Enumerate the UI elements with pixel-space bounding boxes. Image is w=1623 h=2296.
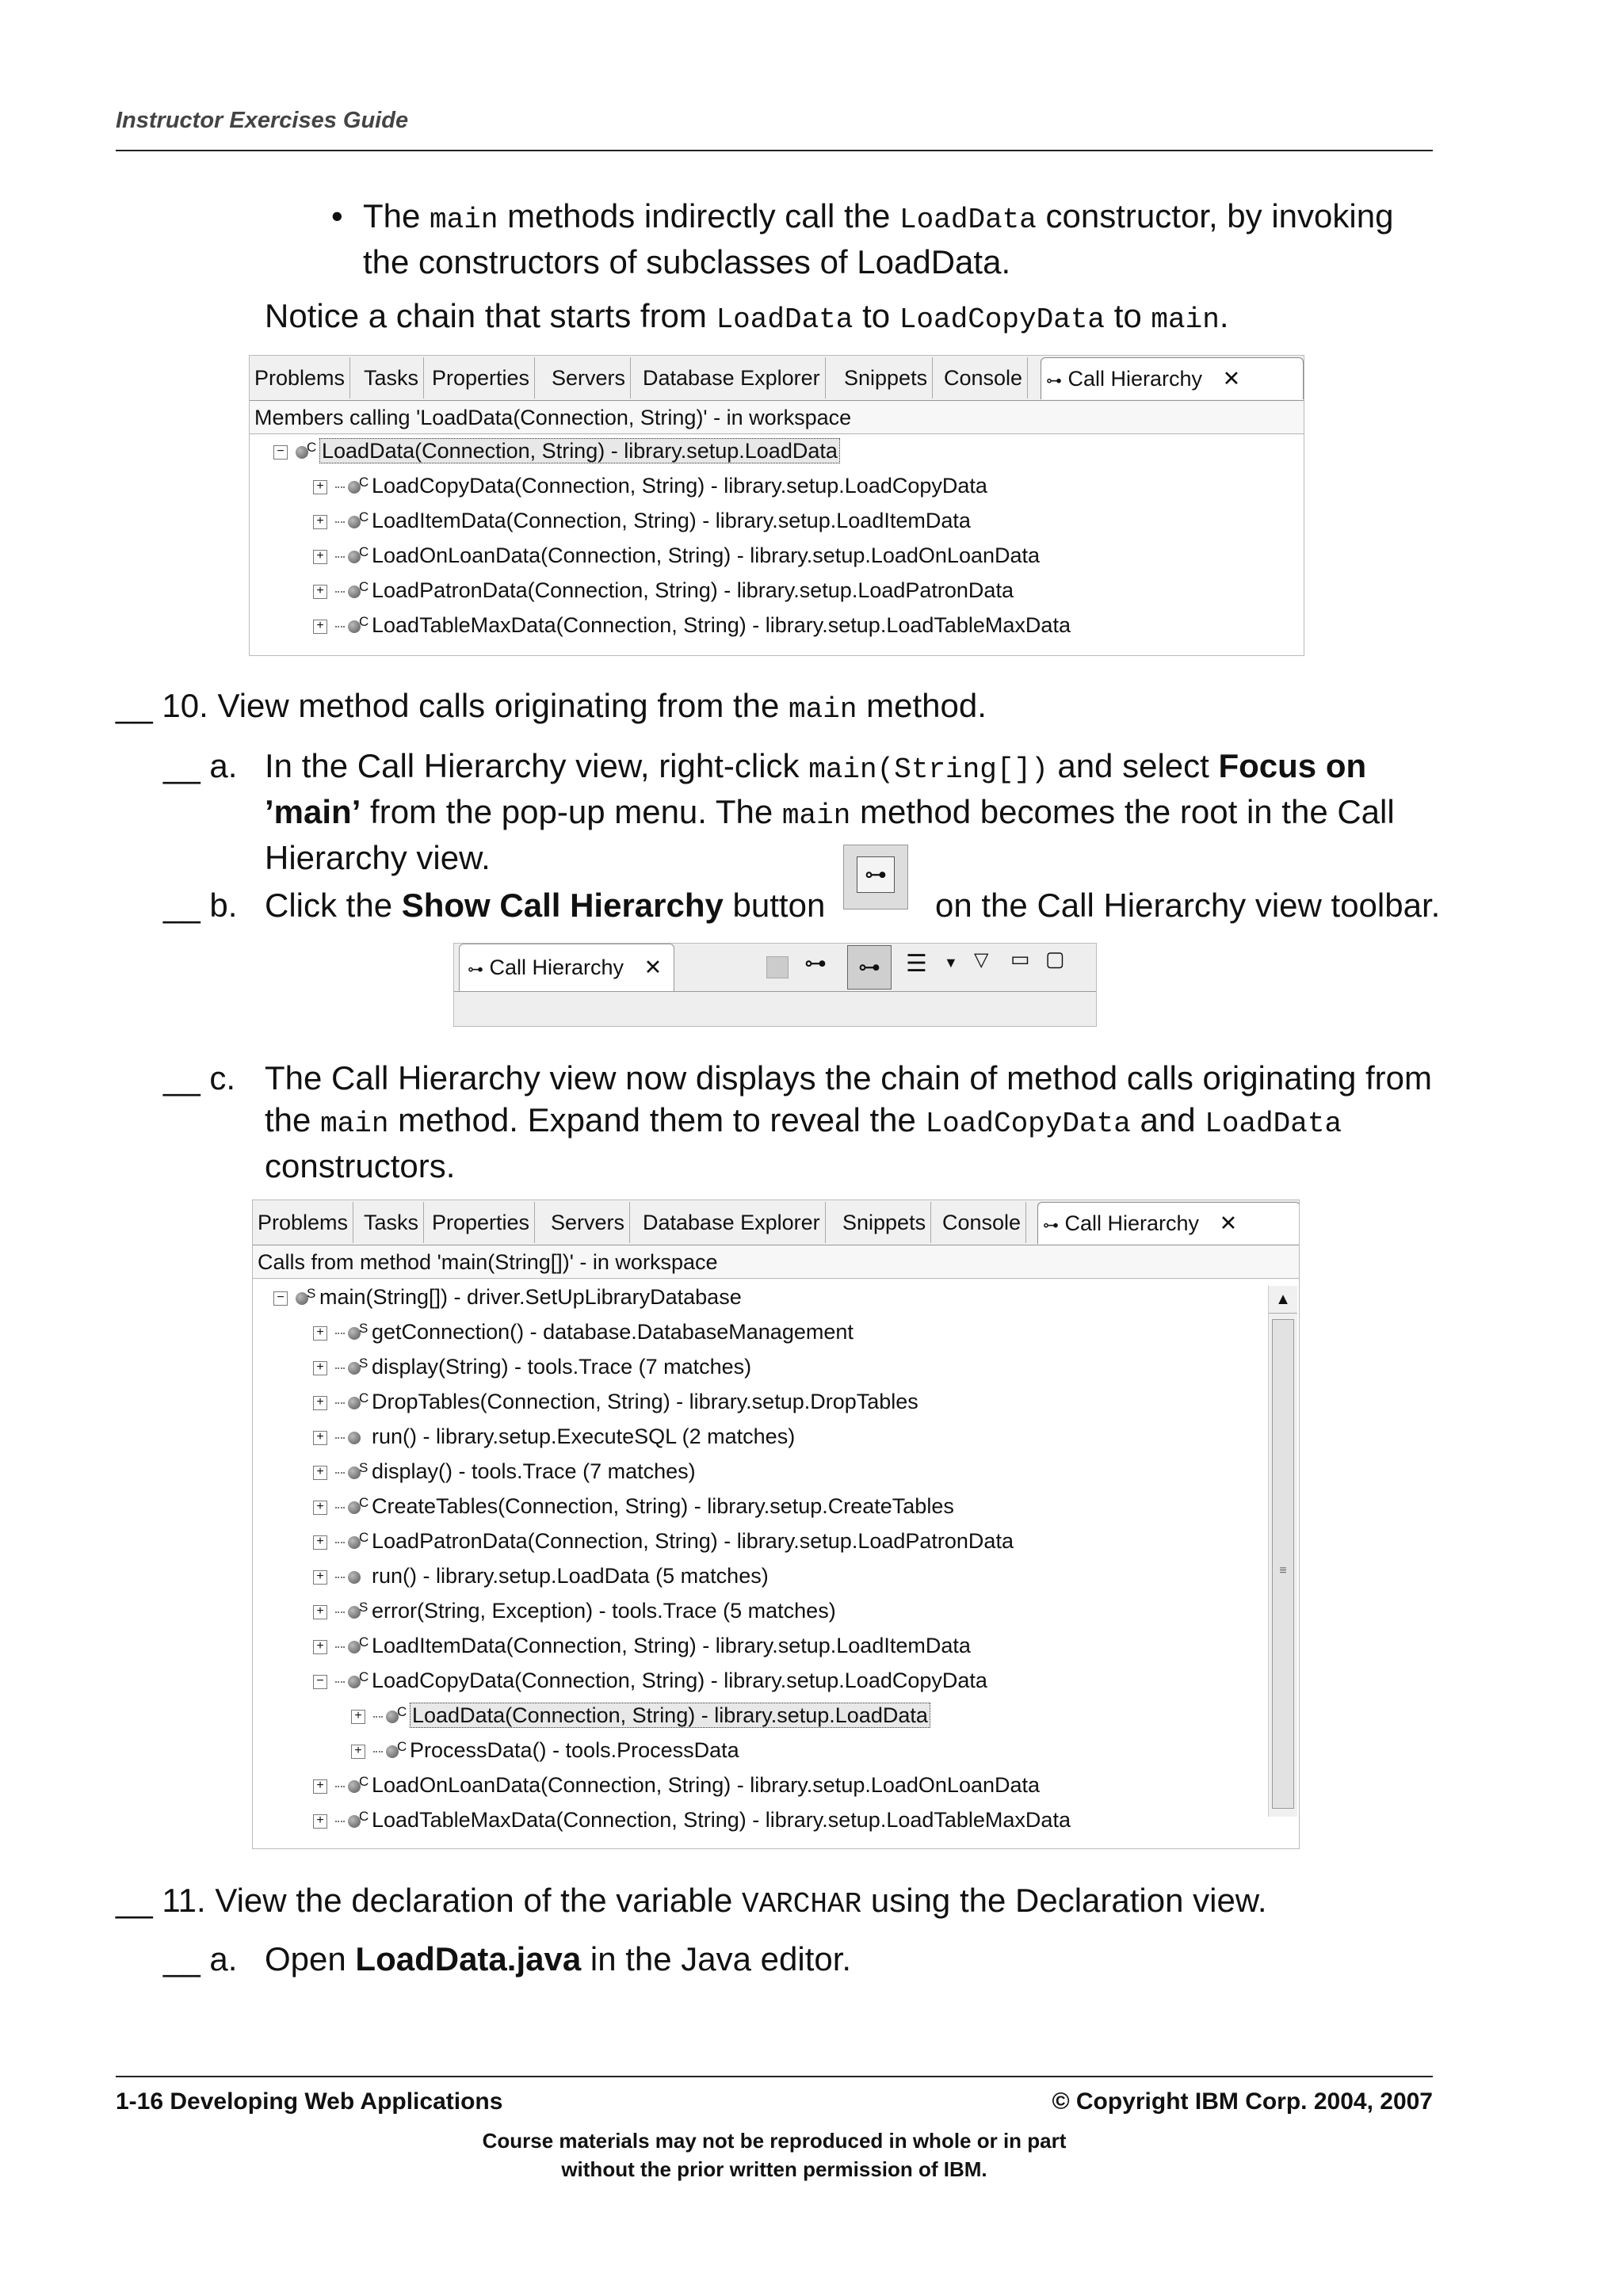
- tree-item-label: LoadData(Connection, String) - library.setup.LoadData: [319, 438, 840, 463]
- tree-item-label: LoadTableMaxData(Connection, String) - library.setup.LoadTableMaxData: [372, 1808, 1071, 1832]
- expand-icon[interactable]: +: [313, 1501, 327, 1515]
- tree-item[interactable]: [313, 1630, 971, 1661]
- header-rule: [116, 150, 1433, 151]
- footer-notice: Course materials may not be reproduced in whole or in part without the prior written permission of IBM.: [482, 2129, 1067, 2181]
- expand-icon[interactable]: +: [313, 1466, 327, 1480]
- constructor-icon: C: [348, 1780, 361, 1793]
- tree-item-label: display(String) - tools.Trace (7 matches): [372, 1355, 752, 1379]
- tree-item-label: LoadOnLoanData(Connection, String) - library.setup.LoadOnLoanData: [372, 1773, 1041, 1797]
- show-caller-hierarchy-icon[interactable]: ⊶: [804, 951, 827, 975]
- tree-item[interactable]: [313, 609, 1071, 641]
- tree-item-nested[interactable]: [351, 1699, 930, 1731]
- tree-item[interactable]: [313, 574, 1014, 606]
- step-11a-text: Open LoadData.java in the Java editor.: [265, 1940, 852, 1978]
- view-description: Members calling 'LoadData(Connection, String)' - in workspace: [250, 402, 1304, 434]
- tab-console[interactable]: Console: [939, 357, 1028, 399]
- expand-icon[interactable]: +: [313, 480, 327, 494]
- tree-item-label: LoadPatronData(Connection, String) - library.setup.LoadPatronData: [372, 578, 1014, 602]
- method-icon: [348, 1432, 361, 1444]
- tab-call-hierarchy-label: Call Hierarchy: [1067, 367, 1203, 391]
- method-icon: S: [348, 1327, 361, 1340]
- scrollbar-thumb[interactable]: ≡: [1272, 1319, 1294, 1809]
- expand-icon[interactable]: +: [313, 1779, 327, 1794]
- expand-icon[interactable]: +: [351, 1710, 365, 1724]
- tree-item-label: DropTables(Connection, String) - library.setup.DropTables: [372, 1390, 918, 1413]
- tab-call-hierarchy[interactable]: [1037, 1202, 1300, 1244]
- constructor-icon: C: [348, 1815, 361, 1828]
- tree-item-label: run() - library.setup.LoadData (5 matches): [372, 1564, 769, 1588]
- call-hierarchy-icon: ⊶: [1043, 1217, 1059, 1234]
- tab-database-explorer[interactable]: Database Explorer: [638, 357, 826, 399]
- view-menu-icon[interactable]: ▽: [974, 949, 989, 971]
- vertical-scrollbar[interactable]: [1268, 1286, 1297, 1817]
- step-10c-text: The Call Hierarchy view now displays the chain of method calls originating from the main method. Expand them to reveal the LoadCopyData and LoadData constructors.: [265, 1059, 1432, 1184]
- view-description: Calls from method 'main(String[])' - in workspace: [253, 1246, 1299, 1279]
- tree-item-label: ProcessData() - tools.ProcessData: [410, 1738, 739, 1762]
- tab-servers[interactable]: Servers: [546, 1202, 630, 1243]
- constructor-icon: C: [348, 551, 361, 563]
- step-11: __ 11. View the declaration of the variable VARCHAR using the Declaration view.: [116, 1882, 1267, 1920]
- show-callee-hierarchy-icon[interactable]: ⊶: [847, 945, 892, 990]
- method-icon: S: [348, 1606, 361, 1619]
- step-10a-label: __ a.: [163, 747, 238, 784]
- maximize-icon[interactable]: ▢: [1045, 947, 1065, 971]
- tree-root[interactable]: [273, 435, 840, 467]
- expand-icon[interactable]: +: [313, 1431, 327, 1445]
- tree-item[interactable]: [313, 1351, 751, 1383]
- call-hierarchy-toolbar: [453, 943, 1097, 1027]
- footer-left: 1-16 Developing Web Applications: [116, 2088, 503, 2115]
- method-icon: S: [348, 1362, 361, 1375]
- tree-item[interactable]: [313, 1490, 954, 1522]
- tree-item-label: LoadCopyData(Connection, String) - library.setup.LoadCopyData: [372, 1669, 987, 1692]
- view-tab-bar: [250, 356, 1304, 401]
- step-10b-label: __ b.: [163, 887, 238, 924]
- tree-item-label: main(String[]) - driver.SetUpLibraryDatabase: [319, 1285, 742, 1309]
- intro-bullet: The main methods indirectly call the LoadData constructor, by invoking the constructors of subclasses of LoadData.: [363, 197, 1394, 280]
- tree-item[interactable]: [313, 540, 1040, 571]
- tab-call-hierarchy-label: Call Hierarchy: [1064, 1211, 1200, 1235]
- bullet-dot: •: [331, 197, 343, 235]
- tab-servers[interactable]: Servers: [547, 357, 631, 399]
- tree-item-label: getConnection() - database.DatabaseManagement: [372, 1320, 854, 1344]
- tree-item[interactable]: [313, 1386, 918, 1417]
- method-icon: S: [296, 1292, 308, 1305]
- tree-item-label: LoadCopyData(Connection, String) - library.setup.LoadCopyData: [372, 474, 987, 498]
- expand-icon[interactable]: +: [351, 1745, 365, 1759]
- tree-item-label: LoadItemData(Connection, String) - library.setup.LoadItemData: [372, 1634, 971, 1657]
- constructor-icon: C: [348, 620, 361, 633]
- expand-icon[interactable]: +: [313, 515, 327, 529]
- tree-item-label: LoadPatronData(Connection, String) - library.setup.LoadPatronData: [372, 1529, 1014, 1553]
- tab-properties[interactable]: Properties: [427, 1202, 535, 1243]
- tree-item-label: LoadOnLoanData(Connection, String) - library.setup.LoadOnLoanData: [372, 543, 1041, 567]
- close-icon[interactable]: ✕: [1222, 367, 1241, 391]
- method-icon: [348, 1571, 361, 1584]
- tree-item-nested[interactable]: [351, 1734, 739, 1766]
- tab-database-explorer[interactable]: Database Explorer: [638, 1202, 826, 1243]
- expand-icon[interactable]: +: [313, 1361, 327, 1375]
- collapse-icon[interactable]: −: [313, 1675, 327, 1689]
- history-icon[interactable]: ☰: [906, 951, 927, 977]
- step-10: __ 10. View method calls originating from the main method.: [116, 687, 987, 726]
- constructor-icon: C: [348, 1501, 361, 1514]
- tab-snippets[interactable]: Snippets: [839, 357, 933, 399]
- expand-icon[interactable]: +: [313, 1570, 327, 1585]
- method-icon: S: [348, 1466, 361, 1479]
- tree-item[interactable]: [313, 1455, 696, 1487]
- tree-item-label: LoadItemData(Connection, String) - library.setup.LoadItemData: [372, 509, 971, 532]
- constructor-icon: C: [348, 1397, 361, 1409]
- expand-icon[interactable]: +: [313, 1814, 327, 1829]
- step-10a-text: In the Call Hierarchy view, right-click main(String[]) and select Focus on ’main’ from the pop-up menu. The main method becomes the root in the Call Hierarchy view.: [265, 747, 1395, 876]
- tab-snippets[interactable]: Snippets: [838, 1202, 931, 1243]
- call-hierarchy-icon: ⊶: [468, 961, 483, 978]
- tree-item-label: LoadTableMaxData(Connection, String) - library.setup.LoadTableMaxData: [372, 613, 1071, 637]
- tree-root[interactable]: [273, 1281, 742, 1313]
- minimize-icon[interactable]: ▭: [1010, 947, 1030, 971]
- step-10c-label: __ c.: [163, 1059, 236, 1097]
- call-tree: [253, 1280, 1299, 1848]
- tree-item[interactable]: [313, 1421, 795, 1452]
- close-icon[interactable]: ✕: [1219, 1211, 1238, 1235]
- tree-item-label: LoadData(Connection, String) - library.setup.LoadData: [410, 1703, 930, 1728]
- history-dropdown-icon[interactable]: ▼: [944, 955, 958, 971]
- tab-call-hierarchy[interactable]: [459, 944, 674, 992]
- tab-tasks[interactable]: Tasks: [359, 357, 424, 399]
- expand-icon[interactable]: +: [313, 585, 327, 599]
- notice-paragraph: Notice a chain that starts from LoadData to LoadCopyData to main.: [265, 297, 1229, 336]
- tab-call-hierarchy[interactable]: [1041, 357, 1304, 399]
- tree-item-label: run() - library.setup.ExecuteSQL (2 matches): [372, 1425, 796, 1448]
- show-call-hierarchy-icon[interactable]: ⊶: [843, 845, 908, 910]
- scroll-up-icon[interactable]: ▲: [1269, 1286, 1297, 1314]
- tree-item[interactable]: [313, 1665, 987, 1696]
- constructor-icon: C: [386, 1711, 399, 1723]
- view-tab-bar: [253, 1200, 1299, 1245]
- constructor-icon: C: [348, 481, 361, 494]
- constructor-icon: C: [348, 1676, 361, 1688]
- footer-rule: [116, 2076, 1433, 2077]
- tree-item[interactable]: [313, 1560, 769, 1592]
- tree-item[interactable]: [313, 470, 987, 502]
- expand-icon[interactable]: +: [313, 1640, 327, 1654]
- running-header: Instructor Exercises Guide: [116, 108, 409, 133]
- expand-icon[interactable]: +: [313, 550, 327, 564]
- constructor-icon: C: [348, 1641, 361, 1653]
- expand-icon[interactable]: +: [313, 1605, 327, 1619]
- expand-icon[interactable]: +: [313, 1396, 327, 1410]
- stop-icon[interactable]: [766, 956, 789, 978]
- tree-item-label: CreateTables(Connection, String) - library.setup.CreateTables: [372, 1494, 954, 1518]
- tab-problems[interactable]: Problems: [250, 357, 350, 399]
- constructor-icon: C: [386, 1745, 399, 1758]
- tab-label: Call Hierarchy: [489, 955, 624, 979]
- tree-item[interactable]: [313, 1804, 1071, 1836]
- close-icon[interactable]: ✕: [643, 955, 663, 979]
- expand-icon[interactable]: +: [313, 1326, 327, 1341]
- constructor-icon: C: [296, 446, 308, 459]
- tab-properties[interactable]: Properties: [427, 357, 535, 399]
- tree-item[interactable]: [313, 1525, 1014, 1557]
- footer-copyright: © Copyright IBM Corp. 2004, 2007: [1052, 2088, 1433, 2115]
- tree-item[interactable]: [313, 505, 971, 536]
- collapse-icon[interactable]: −: [273, 1291, 288, 1306]
- toolbar-divider: [454, 991, 1096, 992]
- tab-tasks[interactable]: Tasks: [359, 1202, 424, 1243]
- tree-item[interactable]: [313, 1316, 854, 1348]
- tab-console[interactable]: Console: [938, 1202, 1026, 1243]
- collapse-icon[interactable]: −: [273, 445, 288, 460]
- step-11a-label: __ a.: [163, 1940, 238, 1978]
- step-10b-text-end: on the Call Hierarchy view toolbar.: [935, 887, 1441, 924]
- call-hierarchy-panel-callers: [249, 355, 1304, 656]
- tree-item-label: error(String, Exception) - tools.Trace (5 matches): [372, 1599, 836, 1623]
- step-10b-text: Click the Show Call Hierarchy button: [265, 887, 826, 924]
- expand-icon[interactable]: +: [313, 1535, 327, 1550]
- expand-icon[interactable]: +: [313, 620, 327, 634]
- call-tree: [250, 435, 1304, 655]
- call-hierarchy-panel-callees: [252, 1199, 1300, 1849]
- tab-problems[interactable]: Problems: [253, 1202, 353, 1243]
- tree-item[interactable]: [313, 1769, 1040, 1801]
- tree-item[interactable]: [313, 1595, 836, 1627]
- tree-item-label: display() - tools.Trace (7 matches): [372, 1459, 696, 1483]
- call-hierarchy-icon: ⊶: [1046, 372, 1062, 390]
- constructor-icon: C: [348, 585, 361, 598]
- constructor-icon: C: [348, 1536, 361, 1549]
- constructor-icon: C: [348, 516, 361, 528]
